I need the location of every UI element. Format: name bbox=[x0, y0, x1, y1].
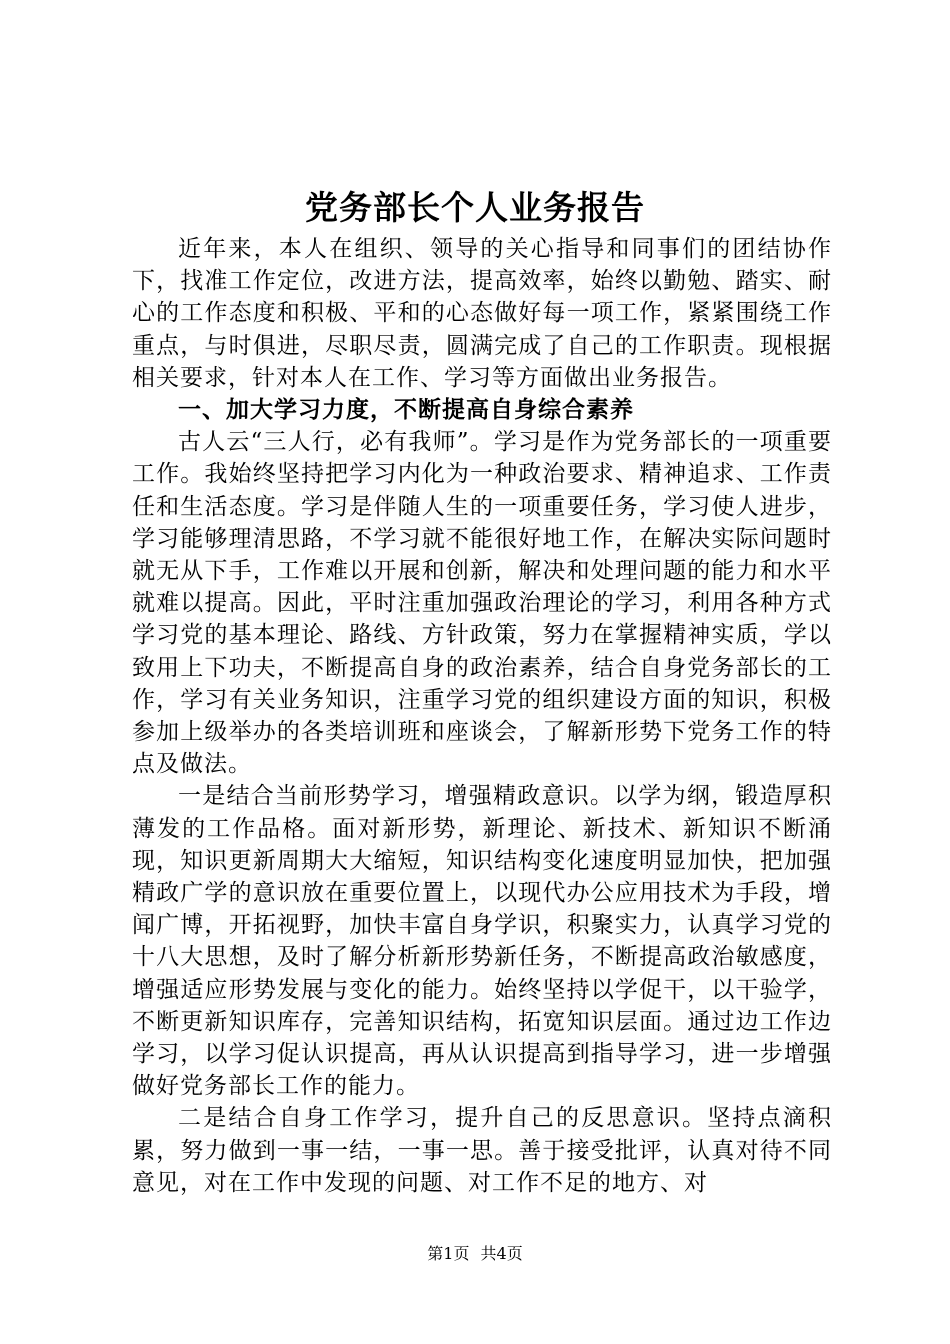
page-number: 第1页 bbox=[427, 1244, 470, 1263]
document-body bbox=[132, 233, 832, 1199]
page-total: 共4页 bbox=[480, 1244, 523, 1263]
page-footer bbox=[0, 1243, 950, 1265]
intro-paragraph: 近年来，本人在组织、领导的关心指导和同事们的团结协作下，找准工作定位，改进方法，提高效率，始终以勤勉、踏实、耐心的工作态度和积极、平和的心态做好每一项工作，紧紧围绕工作重点，与时俱进，尽职尽责，圆满完成了自己的工作职责。现根据相关要求，针对本人在工作、学习等方面做出业务报告。 bbox=[132, 236, 832, 391]
body-paragraph: 古人云“三人行，必有我师”。学习是作为党务部长的一项重要工作。我始终坚持把学习内化为一种政治要求、精神追求、工作责任和生活态度。学习是伴随人生的一项重要任务，学习使人进步，学习能够理清思路，不学习就不能很好地工作，在解决实际问题时就无从下手，工作难以开展和创新，解决和处理问题的能力和水平就难以提高。因此，平时注重加强政治理论的学习，利用各种方式学习党的基本理论、路线、方针政策，努力在掌握精神实质，学以致用上下功夫，不断提高自身的政治素养，结合自身党务部长的工作，学习有关业务知识，注重学习党的组织建设方面的知识，积极参加上级举办的各类培训班和座谈会，了解新形势下党务工作的特点及做法。 bbox=[132, 429, 832, 778]
document-title: 党务部长个人业务报告 bbox=[305, 188, 645, 227]
body-paragraph: 一是结合当前形势学习，增强精政意识。以学为纲，锻造厚积薄发的工作品格。面对新形势，新理论、新技术、新知识不断涌现，知识更新周期大大缩短，知识结构变化速度明显加快，把加强精政广学的意识放在重要位置上，以现代办公应用技术为手段，增闻广博，开拓视野，加快丰富自身学识，积聚实力，认真学习党的十八大思想，及时了解分析新形势新任务，不断提高政治敏感度，增强适应形势发展与变化的能力。始终坚持以学促干，以干验学，不断更新知识库存，完善知识结构，拓宽知识层面。通过边工作边学习，以学习促认识提高，再从认识提高到指导学习，进一步增强做好党务部长工作的能力。 bbox=[132, 783, 832, 1100]
section-heading: 一、加大学习力度，不断提高自身综合素养 bbox=[178, 396, 634, 424]
body-paragraph: 二是结合自身工作学习，提升自己的反思意识。坚持点滴积累，努力做到一事一结，一事一思。善于接受批评，认真对待不同意见，对在工作中发现的问题、对工作不足的地方、对 bbox=[132, 1105, 832, 1196]
